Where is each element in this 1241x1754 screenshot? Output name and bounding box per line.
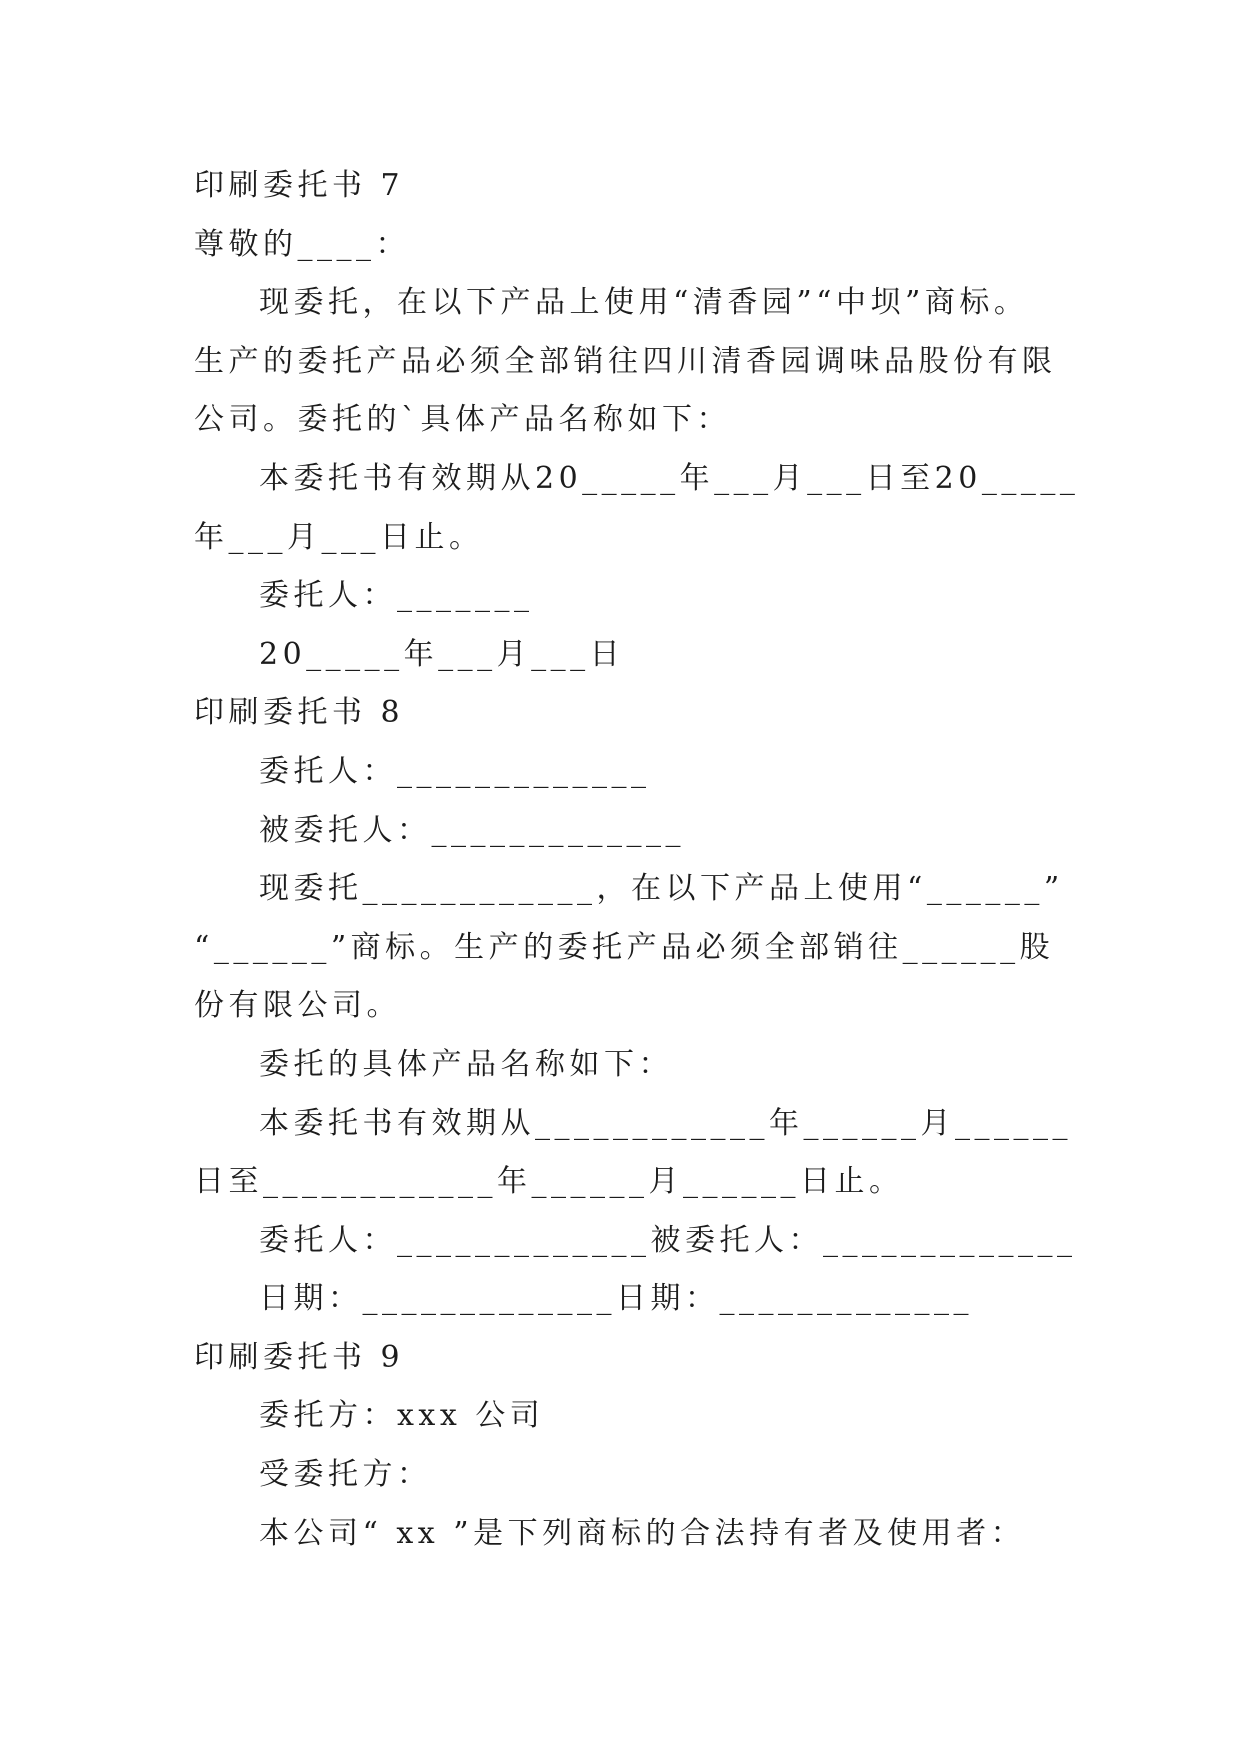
- date-line: 20_____年___月___日: [259, 636, 625, 672]
- paragraph-line: 现委托，在以下产品上使用“清香园”“中坝”商标。: [259, 285, 1029, 321]
- validity-period-line: 年___月___日止。: [194, 519, 484, 555]
- paragraph-line: 本公司“ xx ”是下列商标的合法持有者及使用者：: [259, 1515, 1026, 1551]
- document-body: [194, 157, 1094, 1563]
- validity-period-line: 本委托书有效期从____________年______月______: [259, 1105, 1072, 1141]
- paragraph-line: 生产的委托产品必须全部销往四川清香园调味品股份有限: [194, 343, 1057, 379]
- validity-period-line: 本委托书有效期从20_____年___月___日至20_____: [259, 460, 1080, 496]
- principal-line: 委托人：_____________: [259, 753, 651, 789]
- paragraph-line: 委托的具体产品名称如下：: [259, 1046, 673, 1082]
- principal-signature-line: 委托人：_______: [259, 578, 534, 614]
- principal-line: 委托方：xxx 公司: [259, 1398, 545, 1434]
- date-line: 日期：_____________日期：_____________: [259, 1281, 973, 1317]
- section-title: 印刷委托书 9: [194, 1339, 405, 1375]
- signature-line: 委托人：_____________被委托人：_____________: [259, 1222, 1077, 1258]
- section-title: 印刷委托书 8: [194, 695, 405, 731]
- salutation: 尊敬的____：: [194, 226, 410, 262]
- agent-line: 受委托方：: [259, 1457, 432, 1493]
- paragraph-line: 现委托____________，在以下产品上使用“______”: [259, 871, 1064, 907]
- paragraph-line: 公司。委托的`具体产品名称如下：: [194, 402, 731, 438]
- section-title: 印刷委托书 7: [194, 168, 405, 203]
- agent-line: 被委托人：_____________: [259, 812, 685, 848]
- paragraph-line: 份有限公司。: [194, 988, 401, 1024]
- validity-period-line: 日至____________年______月______日止。: [194, 1164, 904, 1200]
- paragraph-line: “______”商标。生产的委托产品必须全部销往______股: [194, 929, 1055, 965]
